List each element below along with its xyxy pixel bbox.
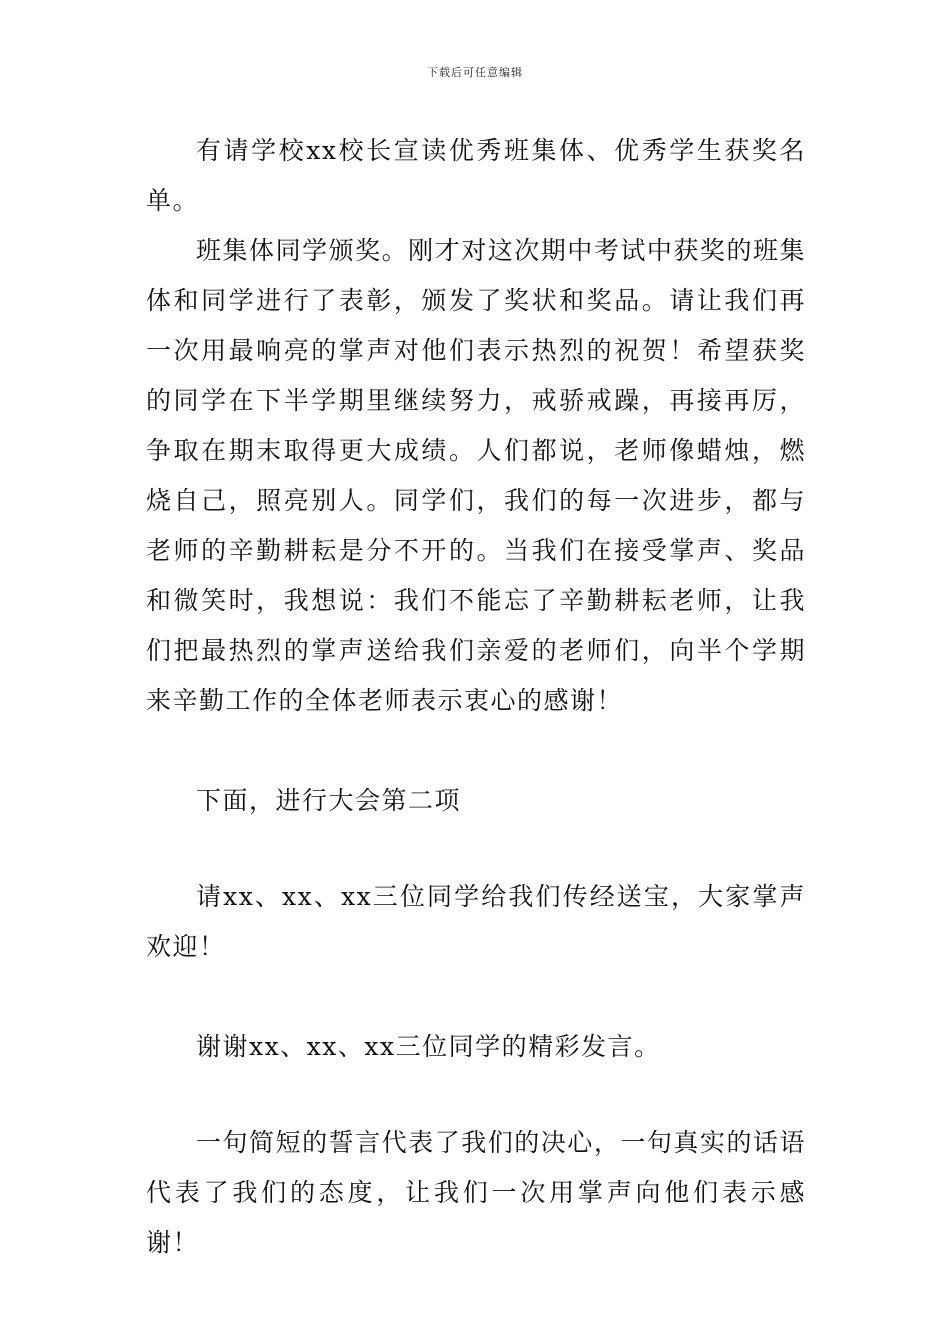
- paragraph-announcement: 有请学校xx校长宣读优秀班集体、优秀学生获奖名单。: [146, 136, 806, 215]
- paragraph-next-item: 下面，进行大会第二项: [196, 786, 462, 815]
- paragraph-closing: 一句简短的誓言代表了我们的决心，一句真实的话语代表了我们的态度，让我们一次用掌声向他们表示感谢！: [146, 1128, 806, 1257]
- paragraph-invite-students: 请xx、xx、xx三位同学给我们传经送宝，大家掌声欢迎！: [146, 882, 806, 961]
- page-header-note: 下载后可任意编辑: [427, 66, 523, 79]
- paragraph-award-speech: 班集体同学颁奖。刚才对这次期中考试中获奖的班集体和同学进行了表彰，颁发了奖状和奖品。请让我们再一次用最响亮的掌声对他们表示热烈的祝贺！希望获奖的同学在下半学期里继续努力，戒骄戒躁，再接再厉，争取在期末取得更大成绩。人们都说，老师像蜡烛，燃烧自己，照亮别人。同学们，我们的每一次进步，都与老师的辛勤耕耘是分不开的。当我们在接受掌声、奖品和微笑时，我想说：我们不能忘了辛勤耕耘老师，让我们把最热烈的掌声送给我们亲爱的老师们，向半个学期来辛勤工作的全体老师表示衷心的感谢！: [146, 236, 806, 715]
- paragraph-thanks: 谢谢xx、xx、xx三位同学的精彩发言。: [196, 1032, 661, 1061]
